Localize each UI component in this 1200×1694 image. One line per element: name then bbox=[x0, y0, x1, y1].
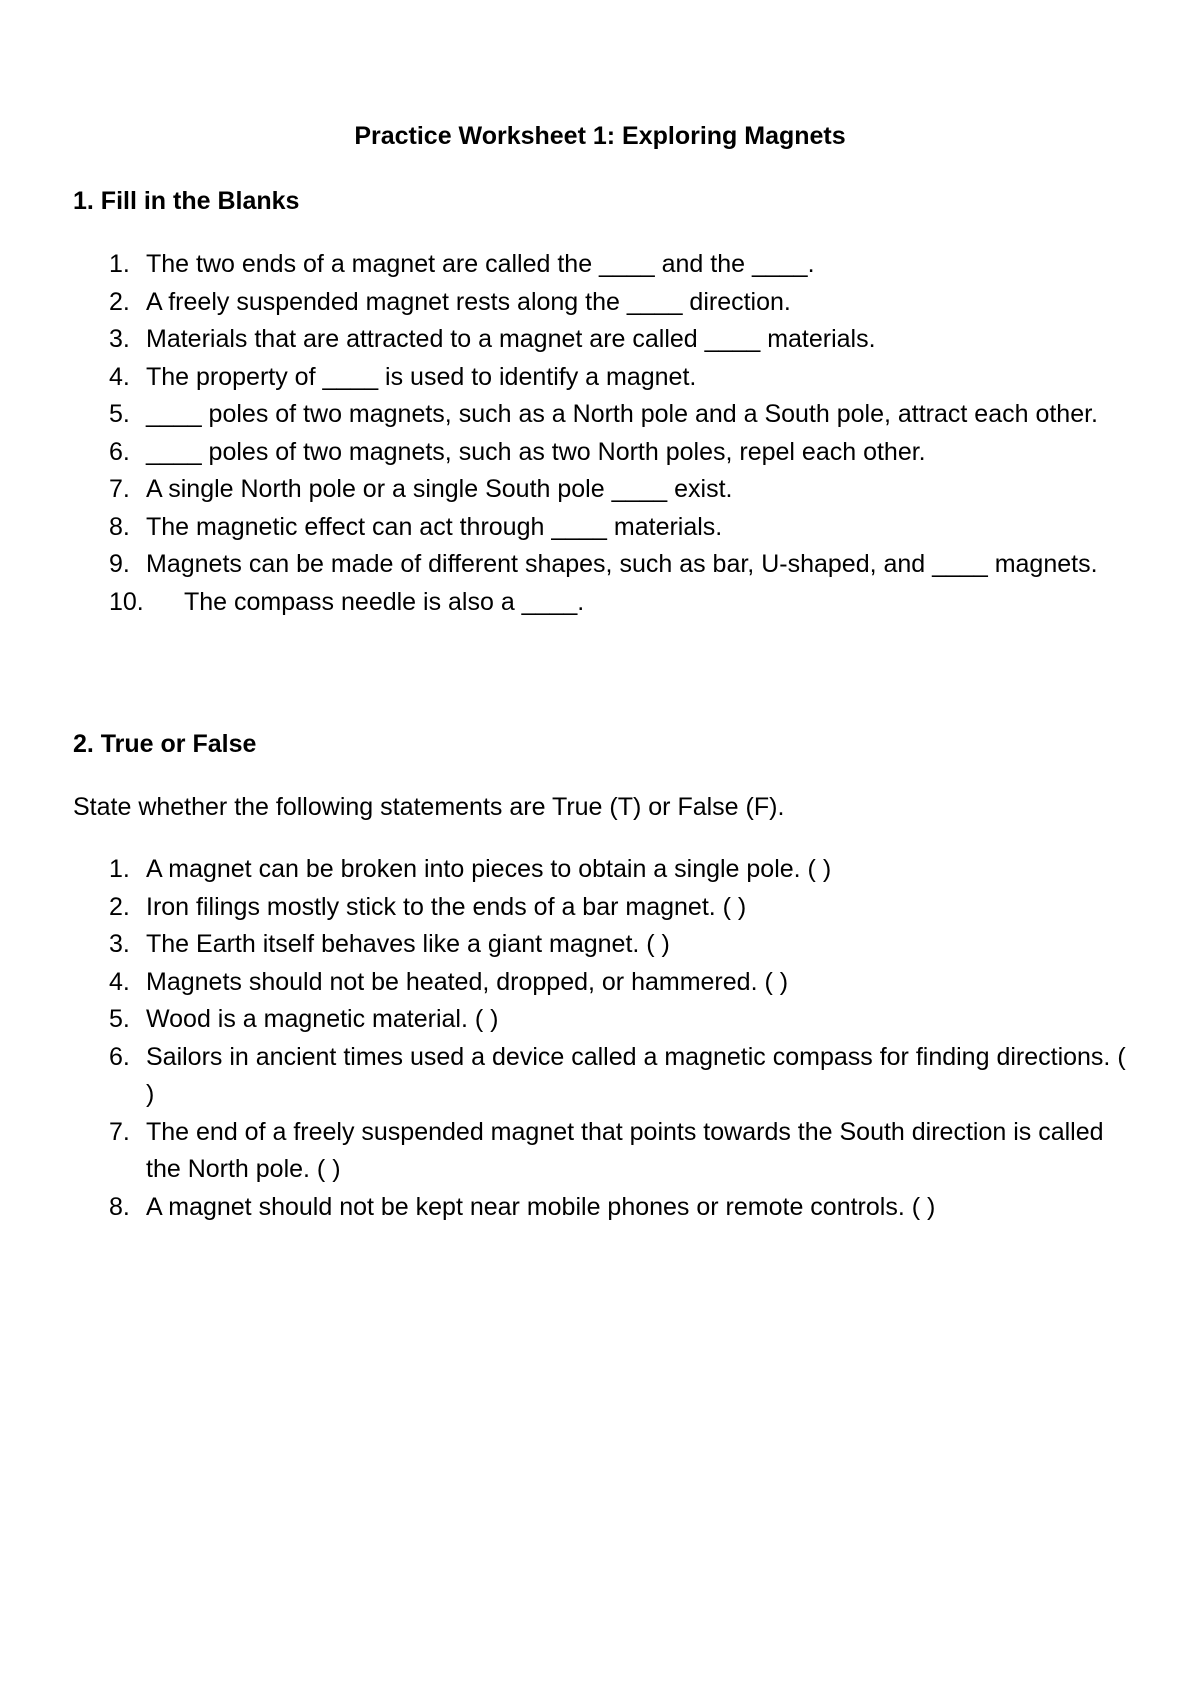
item-text: The magnetic effect can act through ____ materials. bbox=[146, 512, 723, 541]
item-number: 4. bbox=[109, 967, 130, 996]
item-number: 5. bbox=[109, 400, 130, 428]
list-item bbox=[0, 964, 1200, 1002]
item-text: The property of ____ is used to identify a magnet. bbox=[146, 362, 697, 391]
item-text: ____ poles of two magnets, such as two North poles, repel each other. bbox=[146, 437, 926, 466]
item-text: A single North pole or a single South pole ____ exist. bbox=[146, 475, 733, 503]
list-item bbox=[0, 1039, 1200, 1114]
item-text: Wood is a magnetic material. ( ) bbox=[146, 1005, 499, 1033]
fill-in-the-blanks-list bbox=[0, 246, 1200, 621]
list-item bbox=[0, 546, 1200, 584]
item-text: The Earth itself behaves like a giant magnet. ( ) bbox=[146, 930, 670, 958]
item-number: 2. bbox=[109, 892, 130, 921]
list-item bbox=[0, 851, 1200, 889]
item-number: 3. bbox=[109, 930, 130, 958]
item-text: A freely suspended magnet rests along the ____ direction. bbox=[146, 287, 791, 316]
list-item bbox=[0, 284, 1200, 322]
item-number: 9. bbox=[109, 550, 130, 578]
item-text: Sailors in ancient times used a device called a magnetic compass for finding directions. ( ) bbox=[146, 1042, 1126, 1108]
item-text: The compass needle is also a ____. bbox=[184, 587, 585, 616]
item-text: A magnet can be broken into pieces to obtain a single pole. ( ) bbox=[146, 855, 832, 883]
item-number: 6. bbox=[109, 437, 130, 466]
list-item bbox=[0, 246, 1200, 284]
item-text: ____ poles of two magnets, such as a North pole and a South pole, attract each other. bbox=[146, 400, 1099, 428]
true-or-false-list bbox=[0, 851, 1200, 1226]
item-text: Materials that are attracted to a magnet are called ____ materials. bbox=[146, 325, 876, 353]
page-title: Practice Worksheet 1: Exploring Magnets bbox=[354, 122, 846, 150]
item-number: 7. bbox=[109, 1117, 130, 1146]
item-text: Iron filings mostly stick to the ends of a bar magnet. ( ) bbox=[146, 892, 747, 921]
item-number: 1. bbox=[109, 855, 130, 883]
item-number: 10. bbox=[109, 587, 144, 616]
list-item bbox=[0, 434, 1200, 472]
item-number: 8. bbox=[109, 1192, 130, 1221]
item-number: 5. bbox=[109, 1005, 130, 1033]
section-instruction: State whether the following statements are True (T) or False (F). bbox=[73, 793, 785, 821]
list-item bbox=[0, 509, 1200, 547]
item-number: 1. bbox=[109, 250, 130, 278]
item-number: 3. bbox=[109, 325, 130, 353]
item-text: The two ends of a magnet are called the ____ and the ____. bbox=[146, 250, 815, 278]
item-text: Magnets should not be heated, dropped, or hammered. ( ) bbox=[146, 967, 789, 996]
item-text: A magnet should not be kept near mobile phones or remote controls. ( ) bbox=[146, 1192, 936, 1221]
item-text: Magnets can be made of different shapes, such as bar, U-shaped, and ____ magnets. bbox=[146, 550, 1098, 578]
item-number: 2. bbox=[109, 287, 130, 316]
section-heading-fill-in-the-blanks: 1. Fill in the Blanks bbox=[73, 187, 300, 215]
list-item bbox=[0, 1001, 1200, 1039]
list-item bbox=[0, 889, 1200, 927]
list-item bbox=[0, 321, 1200, 359]
list-item bbox=[0, 359, 1200, 397]
item-number: 7. bbox=[109, 475, 130, 503]
item-number: 8. bbox=[109, 512, 130, 541]
list-item bbox=[0, 471, 1200, 509]
item-text: The end of a freely suspended magnet that points towards the South direction is called the North pole. ( ) bbox=[146, 1117, 1104, 1183]
list-item bbox=[0, 926, 1200, 964]
list-item bbox=[0, 396, 1200, 434]
item-number: 6. bbox=[109, 1042, 130, 1071]
list-item bbox=[0, 584, 1200, 622]
list-item bbox=[0, 1189, 1200, 1227]
item-number: 4. bbox=[109, 362, 130, 391]
list-item bbox=[0, 1114, 1200, 1189]
section-heading-true-or-false: 2. True or False bbox=[73, 730, 257, 758]
